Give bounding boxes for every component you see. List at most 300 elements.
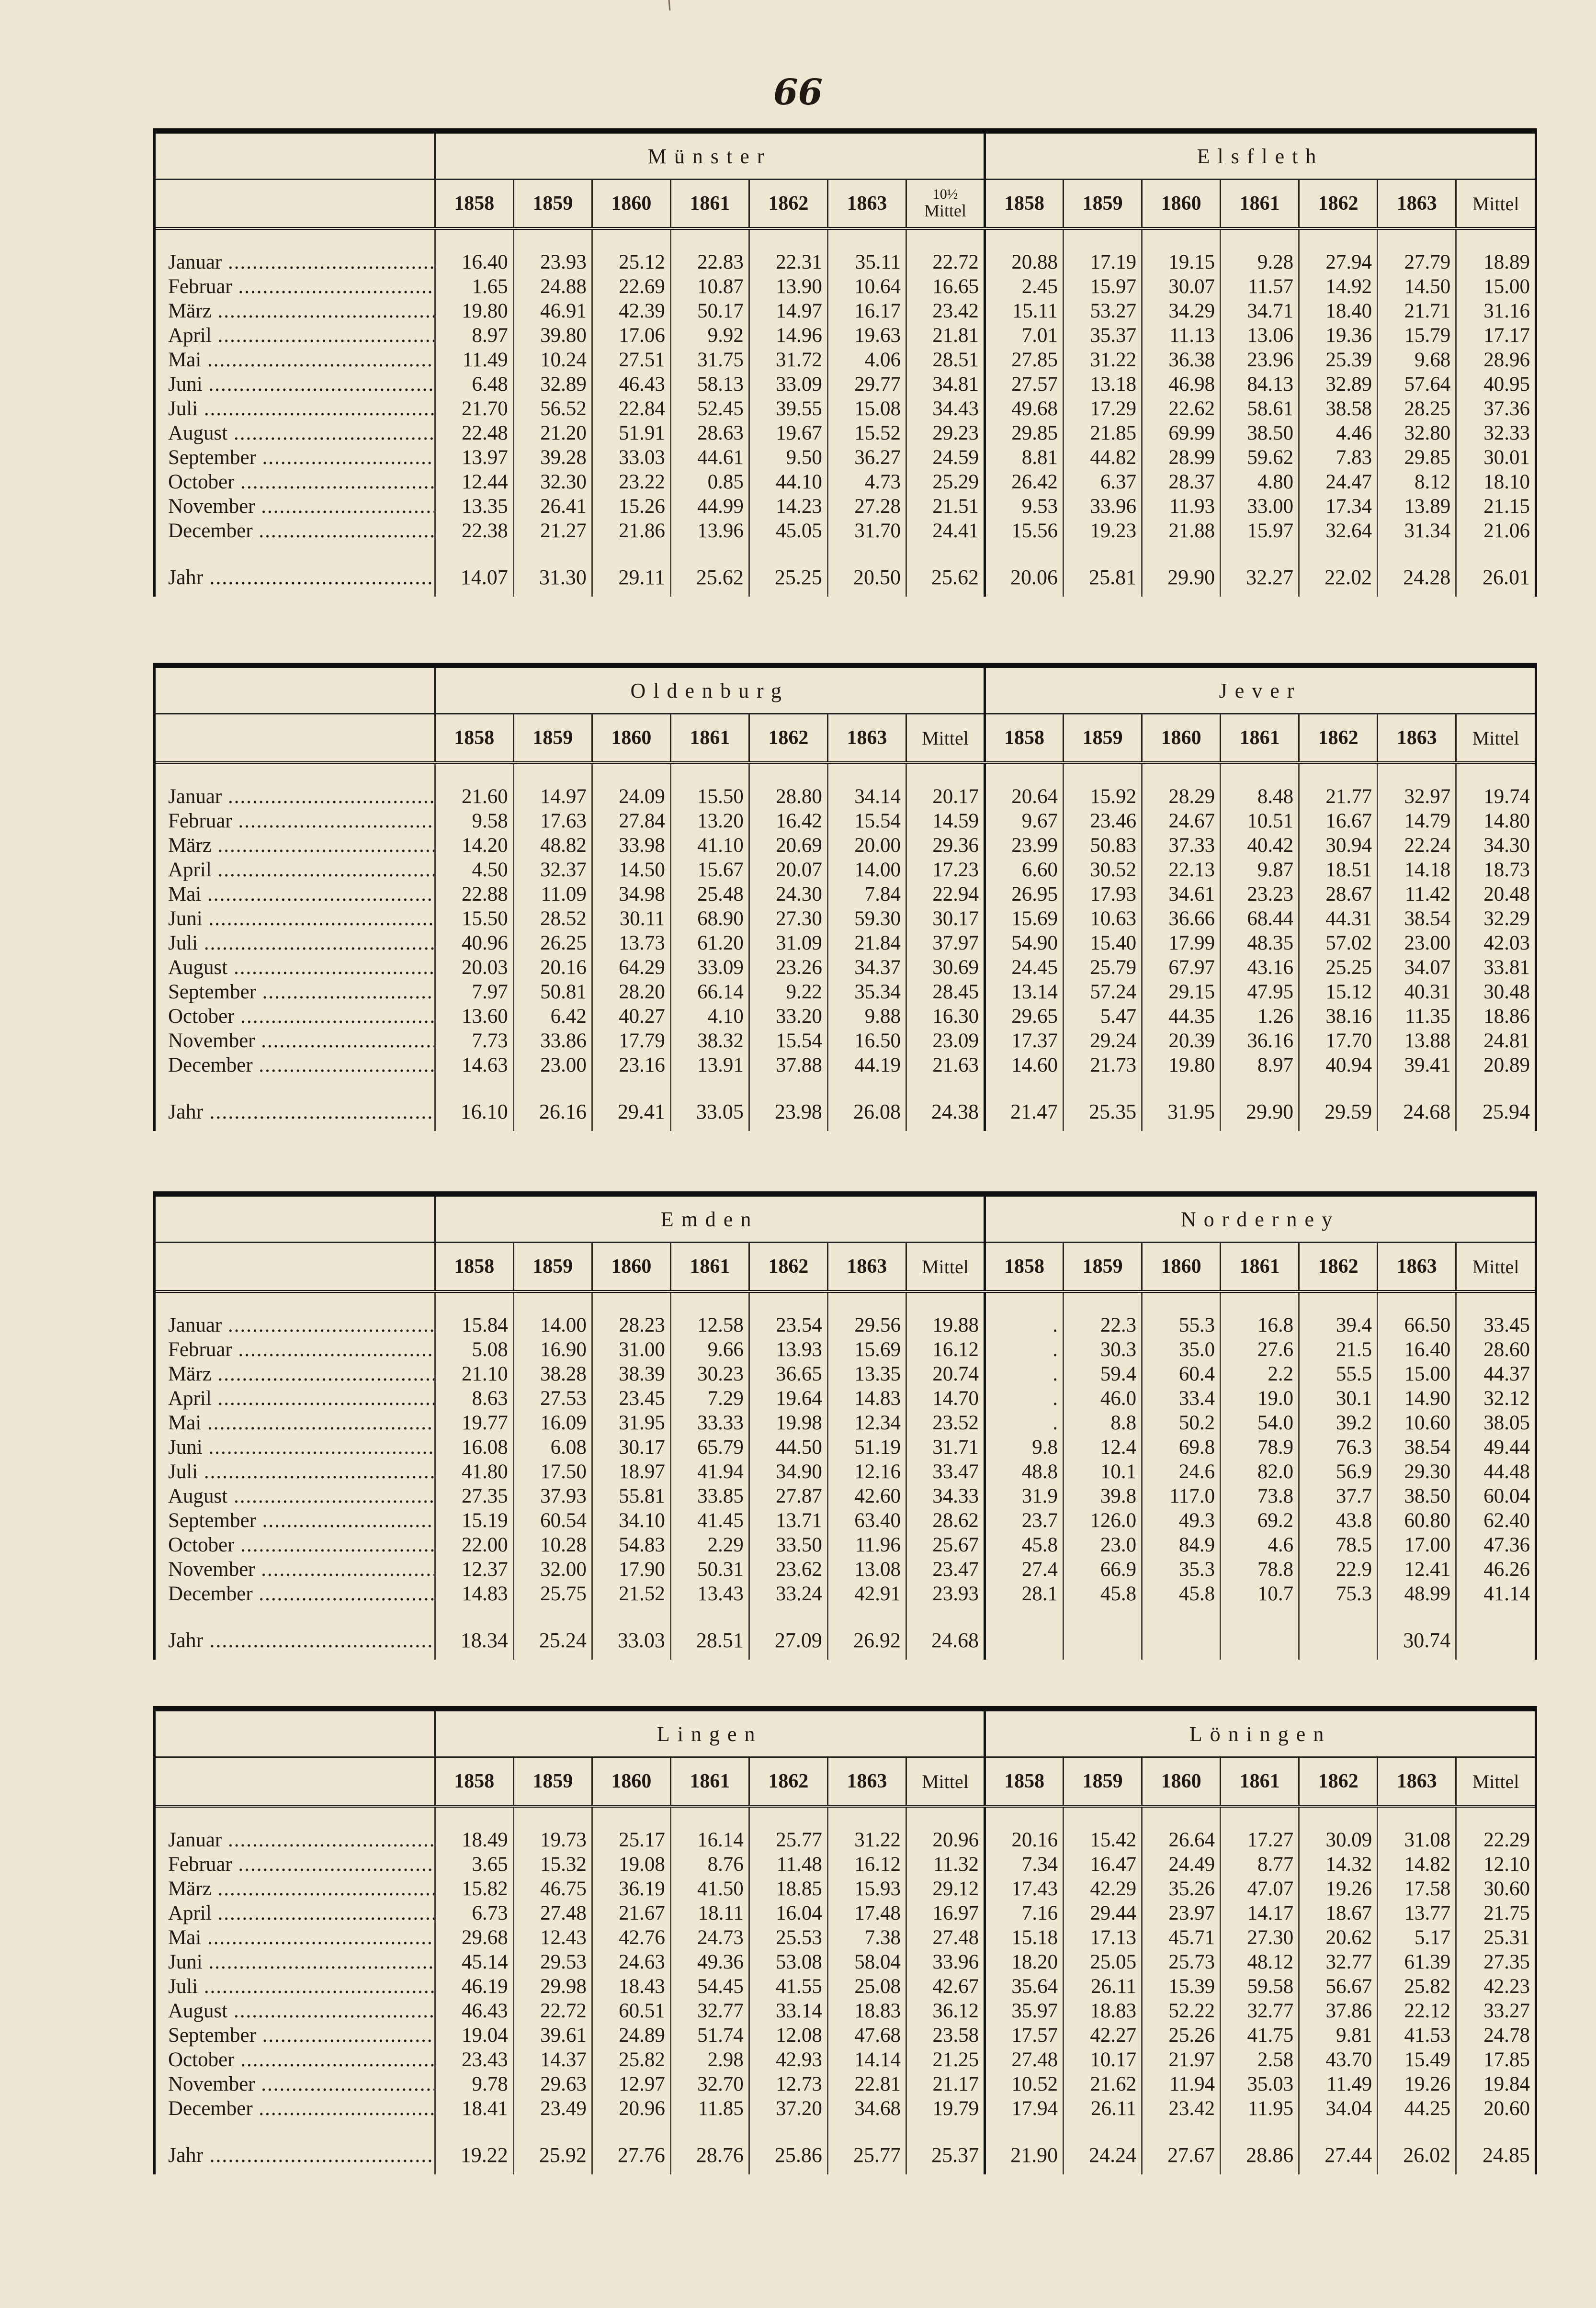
rainfall-value: 17.50 (513, 1459, 592, 1484)
mittel-value: 21.75 (1456, 1901, 1535, 1925)
rainfall-value: 49.68 (985, 396, 1064, 421)
rainfall-value: 14.82 (1378, 1852, 1456, 1877)
spacer-cell (985, 543, 1064, 553)
rainfall-value: 22.81 (827, 2072, 906, 2096)
mittel-value: 22.94 (906, 882, 985, 906)
rainfall-value: 15.08 (827, 396, 906, 421)
rainfall-value: 25.53 (749, 1925, 827, 1950)
year-header: 1863 (1378, 1243, 1456, 1292)
rainfall-value: 39.80 (513, 323, 592, 348)
rainfall-value: 2.2 (1221, 1362, 1299, 1386)
rainfall-value: 22.00 (435, 1533, 513, 1557)
year-header: 1860 (1142, 714, 1221, 763)
mittel-value: 16.12 (906, 1337, 985, 1362)
spacer-cell (827, 1291, 906, 1313)
rainfall-value: 5.08 (435, 1337, 513, 1362)
annual-value (1221, 1616, 1299, 1660)
rainfall-value: 37.7 (1299, 1484, 1378, 1508)
spacer-cell (1064, 1806, 1142, 1828)
rainfall-value: 19.26 (1378, 2072, 1456, 2096)
rainfall-value: 31.34 (1378, 519, 1456, 543)
table-row (156, 906, 1535, 931)
year-header: 1859 (513, 180, 592, 229)
year-header: 1861 (670, 1757, 749, 1807)
rainfall-value: 21.84 (827, 931, 906, 955)
rainfall-value: 76.3 (1299, 1435, 1378, 1459)
rainfall-value: 10.63 (1064, 906, 1142, 931)
rainfall-value: 18.83 (1064, 1999, 1142, 2023)
table-row (156, 784, 1535, 809)
mittel-value: 23.52 (906, 1411, 985, 1435)
year-header: 1859 (513, 714, 592, 763)
spacer-cell (1378, 2121, 1456, 2130)
month-label: April ..... (156, 858, 435, 882)
rainfall-value: 8.77 (1221, 1852, 1299, 1877)
annual-value: 28.76 (670, 2130, 749, 2174)
rainfall-value: 28.80 (749, 784, 827, 809)
rainfall-value: . (985, 1362, 1064, 1386)
year-header: 1859 (1064, 180, 1142, 229)
rainfall-value: 8.81 (985, 445, 1064, 470)
mittel-value: 37.36 (1456, 396, 1535, 421)
rainfall-value: 19.36 (1299, 323, 1378, 348)
rainfall-value: 52.22 (1142, 1999, 1221, 2023)
annual-value: 23.98 (749, 1087, 827, 1131)
rainfall-value: 41.94 (670, 1459, 749, 1484)
year-header: 1862 (1299, 1757, 1378, 1807)
spacer-cell (1221, 1806, 1299, 1828)
rainfall-value: 15.69 (827, 1337, 906, 1362)
station-name-oldenburg: Oldenburg (435, 668, 985, 714)
mittel-value: 20.17 (906, 784, 985, 809)
rainfall-value: 57.24 (1064, 980, 1142, 1004)
spacer-cell (1378, 1077, 1456, 1087)
spacer-cell (1456, 1077, 1535, 1087)
spacer-cell (749, 1077, 827, 1087)
rainfall-value: 51.74 (670, 2023, 749, 2048)
year-header: 1863 (827, 180, 906, 229)
rainfall-value: 35.11 (827, 250, 906, 274)
rainfall-value: 54.83 (592, 1533, 670, 1557)
year-header: 1858 (435, 1243, 513, 1292)
table-row (156, 931, 1535, 955)
spacer-cell (1299, 1077, 1378, 1087)
rainfall-value: 16.67 (1299, 809, 1378, 833)
rainfall-value: 47.07 (1221, 1877, 1299, 1901)
rainfall-value: 13.60 (435, 1004, 513, 1029)
rainfall-value: 23.23 (1221, 882, 1299, 906)
annual-value: 25.25 (749, 553, 827, 597)
mittel-value: 14.59 (906, 809, 985, 833)
table-row (156, 1877, 1535, 1901)
rainfall-value: 33.50 (749, 1533, 827, 1557)
rainfall-value: 24.49 (1142, 1852, 1221, 1877)
year-header: 1859 (1064, 714, 1142, 763)
rainfall-value: 41.50 (670, 1877, 749, 1901)
year-header: 1860 (1142, 1243, 1221, 1292)
rainfall-value: 56.52 (513, 396, 592, 421)
rainfall-value: 68.44 (1221, 906, 1299, 931)
rainfall-value: 6.42 (513, 1004, 592, 1029)
mittel-value: 33.81 (1456, 955, 1535, 980)
rainfall-value: 44.35 (1142, 1004, 1221, 1029)
rainfall-value: 24.67 (1142, 809, 1221, 833)
rainfall-value: 29.53 (513, 1950, 592, 1974)
mittel-value: 30.60 (1456, 1877, 1535, 1901)
rainfall-value: 28.52 (513, 906, 592, 931)
rainfall-value: 35.64 (985, 1974, 1064, 1999)
rainfall-value: 38.39 (592, 1362, 670, 1386)
mittel-value: 31.71 (906, 1435, 985, 1459)
rainfall-value: 48.12 (1221, 1950, 1299, 1974)
rainfall-value: 10.60 (1378, 1411, 1456, 1435)
rainfall-value: 21.73 (1064, 1053, 1142, 1077)
rainfall-value: 1.65 (435, 274, 513, 299)
annual-value: 20.50 (827, 553, 906, 597)
rainfall-value: 27.30 (1221, 1925, 1299, 1950)
table-row (156, 1484, 1535, 1508)
rainfall-value: 20.16 (513, 955, 592, 980)
rainfall-value: 46.98 (1142, 372, 1221, 396)
rainfall-value: 78.5 (1299, 1533, 1378, 1557)
month-label: September ..... (156, 2023, 435, 2048)
spacer-cell (1064, 228, 1142, 250)
spacer-cell (906, 1806, 985, 1828)
header-corner (156, 1197, 435, 1243)
rainfall-value: 9.87 (1221, 858, 1299, 882)
rainfall-value: 33.86 (513, 1029, 592, 1053)
month-label: August ..... (156, 421, 435, 445)
rainfall-value: 16.14 (670, 1828, 749, 1852)
mittel-header: Mittel (1456, 1243, 1535, 1292)
rainfall-value: 24.73 (670, 1925, 749, 1950)
rainfall-value: 28.99 (1142, 445, 1221, 470)
rainfall-value: 75.3 (1299, 1582, 1378, 1606)
table-row (156, 1974, 1535, 1999)
annual-value: 29.41 (592, 1087, 670, 1131)
rainfall-value: 14.83 (827, 1386, 906, 1411)
rainfall-value: 40.94 (1299, 1053, 1378, 1077)
rainfall-value: 24.6 (1142, 1459, 1221, 1484)
rainfall-value: 66.9 (1064, 1557, 1142, 1582)
table-row (156, 882, 1535, 906)
rainfall-value: 17.48 (827, 1901, 906, 1925)
spacer-cell (1378, 228, 1456, 250)
rainfall-value: 13.14 (985, 980, 1064, 1004)
spacer-cell (1378, 763, 1456, 784)
rainfall-value: 22.31 (749, 250, 827, 274)
rainfall-value: 20.16 (985, 1828, 1064, 1852)
rainfall-value: 11.49 (1299, 2072, 1378, 2096)
rainfall-value: 21.77 (1299, 784, 1378, 809)
rainfall-value: 25.12 (592, 250, 670, 274)
rainfall-value: 4.50 (435, 858, 513, 882)
rainfall-value: 49.36 (670, 1950, 749, 1974)
rainfall-value: 35.03 (1221, 2072, 1299, 2096)
spacer-cell (906, 1077, 985, 1087)
rainfall-value: 22.84 (592, 396, 670, 421)
rainfall-value: 73.8 (1221, 1484, 1299, 1508)
rainfall-value: 23.97 (1142, 1901, 1221, 1925)
spacer-cell (670, 228, 749, 250)
month-label: Februar ..... (156, 809, 435, 833)
rainfall-value: 31.22 (1064, 348, 1142, 372)
rainfall-value: 7.97 (435, 980, 513, 1004)
rainfall-value: 50.83 (1064, 833, 1142, 858)
spacer-cell (1299, 1291, 1378, 1313)
year-header: 1859 (1064, 1243, 1142, 1292)
rainfall-value: 19.98 (749, 1411, 827, 1435)
spacer-cell (1064, 763, 1142, 784)
rainfall-value: 30.23 (670, 1362, 749, 1386)
rainfall-value: 30.1 (1299, 1386, 1378, 1411)
rainfall-value: 30.17 (592, 1435, 670, 1459)
rainfall-value: 44.99 (670, 494, 749, 519)
rainfall-value: 20.39 (1142, 1029, 1221, 1053)
station-name-munster: Münster (435, 134, 985, 180)
rainfall-value: 38.32 (670, 1029, 749, 1053)
spacer-cell (435, 2121, 513, 2130)
mittel-value: 14.80 (1456, 809, 1535, 833)
spacer-cell (985, 1606, 1064, 1616)
rainfall-value: 7.83 (1299, 445, 1378, 470)
rainfall-value: 18.51 (1299, 858, 1378, 882)
rainfall-value: 43.16 (1221, 955, 1299, 980)
rainfall-value: 14.18 (1378, 858, 1456, 882)
rainfall-value: 10.17 (1064, 2048, 1142, 2072)
spacer-cell (1378, 1806, 1456, 1828)
month-label: März ..... (156, 833, 435, 858)
table-row (156, 955, 1535, 980)
mittel-value: 24.59 (906, 445, 985, 470)
mittel-value: 33.47 (906, 1459, 985, 1484)
annual-value: 29.90 (1221, 1087, 1299, 1131)
rainfall-value: 69.8 (1142, 1435, 1221, 1459)
rainfall-value: 34.29 (1142, 299, 1221, 323)
year-header: 1858 (985, 180, 1064, 229)
rainfall-value: 26.25 (513, 931, 592, 955)
year-header: 1861 (670, 1243, 749, 1292)
month-label: Juni ..... (156, 372, 435, 396)
mittel-value: 20.89 (1456, 1053, 1535, 1077)
rainfall-value: 15.54 (749, 1029, 827, 1053)
rainfall-value: 69.99 (1142, 421, 1221, 445)
rainfall-value: 34.07 (1378, 955, 1456, 980)
rainfall-value: 32.77 (1299, 1950, 1378, 1974)
rainfall-value: 19.04 (435, 2023, 513, 2048)
rainfall-value: 84.13 (1221, 372, 1299, 396)
spacer-cell (985, 228, 1064, 250)
rainfall-value: 30.09 (1299, 1828, 1378, 1852)
mittel-value: 23.42 (906, 299, 985, 323)
rainfall-value: 11.93 (1142, 494, 1221, 519)
rainfall-value: 59.58 (1221, 1974, 1299, 1999)
rainfall-value: 66.14 (670, 980, 749, 1004)
rainfall-value: 31.70 (827, 519, 906, 543)
annual-value: 32.27 (1221, 553, 1299, 597)
rainfall-value: 29.65 (985, 1004, 1064, 1029)
rainfall-value: 36.16 (1221, 1029, 1299, 1053)
month-label: Januar ..... (156, 1313, 435, 1337)
rainfall-value: 11.94 (1142, 2072, 1221, 2096)
mittel-header (906, 180, 985, 229)
rainfall-value: . (985, 1386, 1064, 1411)
rainfall-value: 42.76 (592, 1925, 670, 1950)
table-row (156, 348, 1535, 372)
rainfall-value: 45.05 (749, 519, 827, 543)
rainfall-value: 33.96 (1064, 494, 1142, 519)
year-header: 1858 (435, 714, 513, 763)
rainfall-value: 23.54 (749, 1313, 827, 1337)
spacer-cell (1142, 1077, 1221, 1087)
annual-value: 18.34 (435, 1616, 513, 1660)
rainfall-value: 32.77 (670, 1999, 749, 2023)
annual-mittel-value (1456, 1616, 1535, 1660)
year-header: 1859 (1064, 1757, 1142, 1807)
rainfall-value: 11.42 (1378, 882, 1456, 906)
spacer-cell (670, 1291, 749, 1313)
rainfall-value: 15.00 (1378, 1362, 1456, 1386)
rainfall-value: 27.51 (592, 348, 670, 372)
rainfall-value: 33.98 (592, 833, 670, 858)
rainfall-value: 18.40 (1299, 299, 1378, 323)
rainfall-value: 22.72 (513, 1999, 592, 2023)
rainfall-value: 42.29 (1064, 1877, 1142, 1901)
rainfall-value: 11.49 (435, 348, 513, 372)
rainfall-value: 26.42 (985, 470, 1064, 494)
rainfall-value: 67.97 (1142, 955, 1221, 980)
rainfall-value: 48.99 (1378, 1582, 1456, 1606)
rainfall-value: 16.50 (827, 1029, 906, 1053)
year-header: 1861 (1221, 1757, 1299, 1807)
rainfall-value: 16.47 (1064, 1852, 1142, 1877)
annual-mittel-value: 24.38 (906, 1087, 985, 1131)
rainfall-value: 10.1 (1064, 1459, 1142, 1484)
rainfall-value: 14.92 (1299, 274, 1378, 299)
rainfall-value: 37.88 (749, 1053, 827, 1077)
spacer-cell (827, 2121, 906, 2130)
rainfall-value: 23.93 (513, 250, 592, 274)
rainfall-value: 17.34 (1299, 494, 1378, 519)
month-label: Juli ..... (156, 1974, 435, 1999)
rainfall-value: 50.81 (513, 980, 592, 1004)
rainfall-value: 41.80 (435, 1459, 513, 1484)
table-row (156, 372, 1535, 396)
spacer-cell (1142, 763, 1221, 784)
spacer-cell (156, 1606, 435, 1616)
rainfall-value: 40.96 (435, 931, 513, 955)
rainfall-value: 49.3 (1142, 1508, 1221, 1533)
rainfall-value: 38.50 (1378, 1484, 1456, 1508)
spacer-cell (1142, 1606, 1221, 1616)
mittel-value: 12.10 (1456, 1852, 1535, 1877)
rainfall-value: 42.93 (749, 2048, 827, 2072)
rainfall-value: 9.81 (1299, 2023, 1378, 2048)
rainfall-value: 9.22 (749, 980, 827, 1004)
rainfall-value: 4.6 (1221, 1533, 1299, 1557)
spacer-cell (1299, 2121, 1378, 2130)
mittel-value: 21.15 (1456, 494, 1535, 519)
spacer-cell (1456, 1606, 1535, 1616)
year-header: 1860 (1142, 1757, 1221, 1807)
rainfall-value: 28.37 (1142, 470, 1221, 494)
mittel-value: 37.97 (906, 931, 985, 955)
table-row (156, 494, 1535, 519)
rainfall-value: 25.73 (1142, 1950, 1221, 1974)
rainfall-value: 34.61 (1142, 882, 1221, 906)
annual-label: Jahr ..... (156, 553, 435, 597)
rainfall-value: 4.80 (1221, 470, 1299, 494)
rainfall-value: 40.42 (1221, 833, 1299, 858)
rainfall-value: 7.38 (827, 1925, 906, 1950)
rainfall-value: 30.07 (1142, 274, 1221, 299)
rainfall-value: 15.92 (1064, 784, 1142, 809)
year-header: 1860 (592, 1243, 670, 1292)
annual-value: 31.95 (1142, 1087, 1221, 1131)
rainfall-value: 20.96 (592, 2096, 670, 2121)
rainfall-value: 12.34 (827, 1411, 906, 1435)
rainfall-value: 9.88 (827, 1004, 906, 1029)
rainfall-value: 8.76 (670, 1852, 749, 1877)
month-label: August ..... (156, 955, 435, 980)
spacer-cell (435, 228, 513, 250)
month-label: Juni ..... (156, 1950, 435, 1974)
rainfall-value: 25.82 (592, 2048, 670, 2072)
rainfall-value: 15.39 (1142, 1974, 1221, 1999)
rainfall-value: 16.40 (435, 250, 513, 274)
spacer-cell (749, 228, 827, 250)
station-name-norderney: Norderney (985, 1197, 1535, 1243)
rainfall-value: 39.28 (513, 445, 592, 470)
rainfall-value: 6.37 (1064, 470, 1142, 494)
mittel-value: 29.12 (906, 1877, 985, 1901)
rainfall-value: 35.3 (1142, 1557, 1221, 1582)
rainfall-value: 2.29 (670, 1533, 749, 1557)
rainfall-value: 15.79 (1378, 323, 1456, 348)
rainfall-value: 9.68 (1378, 348, 1456, 372)
month-label: Mai ..... (156, 1925, 435, 1950)
table-row (156, 1828, 1535, 1852)
table-row (156, 421, 1535, 445)
rainfall-value: 18.97 (592, 1459, 670, 1484)
spacer-cell (513, 1806, 592, 1828)
mittel-value: 28.45 (906, 980, 985, 1004)
rainfall-value: 58.04 (827, 1950, 906, 1974)
annual-value: 30.74 (1378, 1616, 1456, 1660)
month-label: Mai ..... (156, 882, 435, 906)
rainfall-value: 22.24 (1378, 833, 1456, 858)
month-label: Juli ..... (156, 931, 435, 955)
table-row (156, 1999, 1535, 2023)
rainfall-value: 23.46 (1064, 809, 1142, 833)
rainfall-value: 44.50 (749, 1435, 827, 1459)
mittel-value: 32.29 (1456, 906, 1535, 931)
rainfall-value: 34.71 (1221, 299, 1299, 323)
spacer-cell (592, 228, 670, 250)
rainfall-value: 27.84 (592, 809, 670, 833)
rainfall-value: 16.04 (749, 1901, 827, 1925)
month-label: December ..... (156, 1582, 435, 1606)
mittel-value: 11.32 (906, 1852, 985, 1877)
rainfall-value: 17.29 (1064, 396, 1142, 421)
rainfall-value: 12.41 (1378, 1557, 1456, 1582)
rainfall-value: 21.52 (592, 1582, 670, 1606)
rainfall-value: 31.22 (827, 1828, 906, 1852)
rainfall-value: 28.29 (1142, 784, 1221, 809)
rainfall-value: 84.9 (1142, 1533, 1221, 1557)
rainfall-value: 45.14 (435, 1950, 513, 1974)
rainfall-value: 28.63 (670, 421, 749, 445)
